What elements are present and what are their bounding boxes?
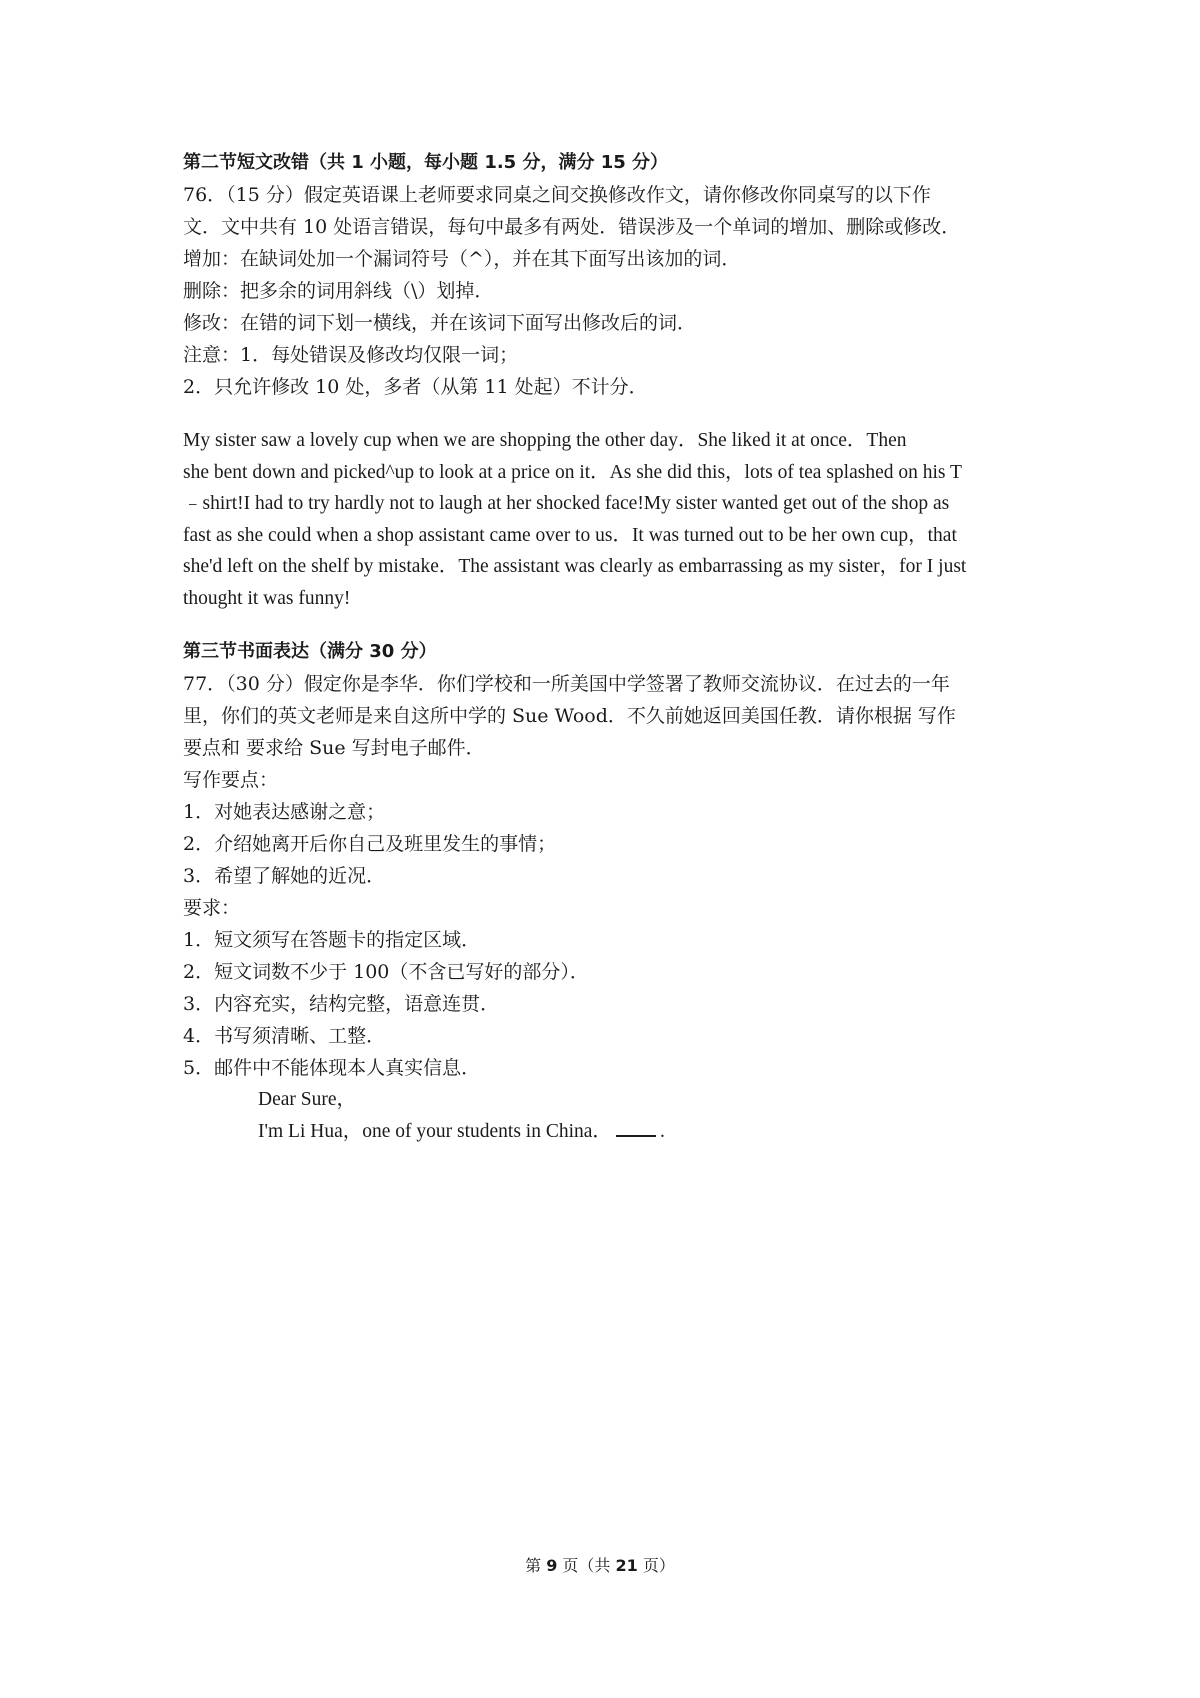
spacer xyxy=(183,614,1033,636)
footer-middle: 页（共 xyxy=(557,1556,616,1575)
page-footer xyxy=(0,1553,1200,1576)
section-2-heading: 第二节短文改错（共 1 小题，每小题 1.5 分，满分 15 分） xyxy=(183,152,669,173)
spacer xyxy=(183,403,1033,425)
q77-line-2: 里，你们的英文老师是来自这所中学的 Sue Wood．不久前她返回美国任教．请你根据 写作 xyxy=(183,705,956,727)
passage-line-6: thought it was funny! xyxy=(183,587,351,609)
q76-line-5: 修改：在错的词下划一横线，并在该词下面写出修改后的词． xyxy=(183,312,697,334)
passage-line-5: she'd left on the shelf by mistake．The assistant was clearly as embarrassing as my sister，for I just xyxy=(183,556,967,577)
q76-line-3: 增加：在缺词处加一个漏词符号（^），并在其下面写出该加的词． xyxy=(183,248,741,270)
q77-line-7: 3．希望了解她的近况． xyxy=(183,865,386,887)
letter-opening xyxy=(183,1116,1033,1148)
passage-line-4: fast as she could when a shop assistant came over to us．It was turned out to be her own cup，that xyxy=(183,524,957,546)
q77-line-10: 2．短文词数不少于 100（不含已写好的部分）． xyxy=(183,961,589,983)
q77-line-3: 要点和 要求给 Sue 写封电子邮件． xyxy=(183,737,485,759)
answer-blank[interactable] xyxy=(616,1119,656,1137)
passage-line-1: My sister saw a lovely cup when we are shopping the other day．She liked it at once．Then xyxy=(183,430,907,451)
letter-opening-text: I'm Li Hua，one of your students in China． xyxy=(258,1121,612,1142)
q76-line-4: 删除：把多余的词用斜线（\）划掉． xyxy=(183,280,494,302)
q77-line-13: 5．邮件中不能体现本人真实信息． xyxy=(183,1057,481,1079)
q76-line-7: 2．只允许修改 10 处，多者（从第 11 处起）不计分． xyxy=(183,376,648,398)
q77-line-4: 写作要点： xyxy=(183,769,279,791)
q76-line-6: 注意：1．每处错误及修改均仅限一词； xyxy=(183,344,519,366)
letter-opening-end: . xyxy=(659,1121,665,1142)
page-content xyxy=(183,147,1033,1148)
q77-line-11: 3．内容充实，结构完整，语意连贯． xyxy=(183,993,500,1015)
q77-line-6: 2．介绍她离开后你自己及班里发生的事情； xyxy=(183,833,557,855)
q76-line-1: 76．（15 分）假定英语课上老师要求同桌之间交换修改作文，请你修改你同桌写的以下作 xyxy=(183,184,931,206)
footer-prefix: 第 xyxy=(525,1556,547,1575)
q77-line-8: 要求： xyxy=(183,897,241,919)
footer-total-pages: 21 xyxy=(615,1556,638,1575)
letter-greeting: Dear Sure， xyxy=(258,1089,357,1110)
passage-line-3: ﹣shirt!I had to try hardly not to laugh at her shocked face!My sister wanted get out of the shop as xyxy=(183,493,950,514)
q77-line-5: 1．对她表达感谢之意； xyxy=(183,801,386,823)
passage-line-2: she bent down and picked^up to look at a price on it．As she did this，lots of tea splashed on his T xyxy=(183,461,962,483)
footer-page-number: 9 xyxy=(546,1556,558,1575)
q77-line-1: 77．（30 分）假定你是李华．你们学校和一所美国中学签署了教师交流协议．在过去的一年 xyxy=(183,673,950,695)
footer-suffix: 页） xyxy=(637,1556,675,1575)
q77-line-12: 4．书写须清晰、工整． xyxy=(183,1025,386,1047)
section-3-heading: 第三节书面表达（满分 30 分） xyxy=(183,641,437,662)
q77-line-9: 1．短文须写在答题卡的指定区域． xyxy=(183,929,481,951)
q76-line-2: 文．文中共有 10 处语言错误，每句中最多有两处．错误涉及一个单词的增加、删除或修改． xyxy=(183,216,961,238)
